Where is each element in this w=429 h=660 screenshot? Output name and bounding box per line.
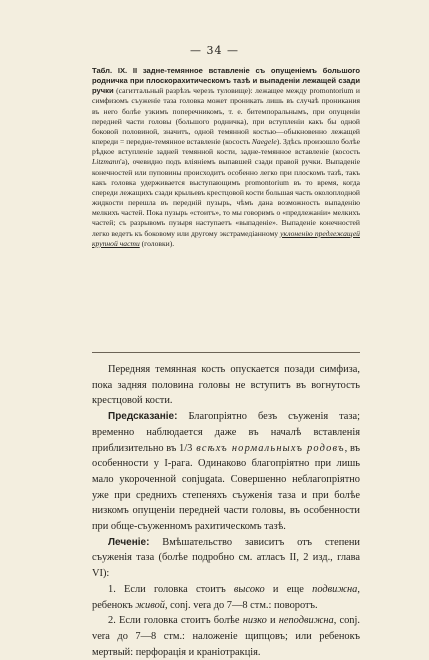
section-divider bbox=[92, 352, 360, 353]
item2-text-b: и bbox=[266, 615, 279, 627]
item1-italic-high: высоко bbox=[233, 583, 265, 595]
prognosis-fraction: 1/3 bbox=[179, 442, 193, 454]
item1-text-d: , conj. vera до 7—8 стм.: поворотъ. bbox=[164, 599, 318, 611]
treatment-text: Вмѣшательство зависитъ отъ степени съуженія таза (болѣе подробно см. атласъ II, 2 изд., глава VI): bbox=[92, 536, 360, 580]
item1-italic-alive: живой bbox=[135, 599, 165, 611]
item2-italic-fixed: неподвижна bbox=[278, 615, 334, 627]
paragraph-1: Передняя темянная кость опускается позади симфиза, пока задняя половина головы не вступитъ въ вогнутость крестцовой кости. bbox=[92, 364, 360, 407]
item1-text-c: , ребенокъ bbox=[92, 583, 360, 611]
item1-text-a: 1. Если головка стоитъ bbox=[108, 583, 234, 595]
item2-text-c: , conj. vera до 7—8 стм.: наложеніе щипцовъ; или ребенокъ мертвый: перфорація и краніотракція. bbox=[92, 615, 360, 658]
prognosis-text-a: Благопріятно безъ съуженія таза; временно наблюдается даже въ началѣ вставленія приблизительно въ bbox=[92, 411, 360, 454]
caption-text-a: (сагиттальный разрѣзъ черезъ туловище): лежащее между promontorium и симфизомъ съуженіе таза головка может проникать лишь въ случаѣ проникания въ него болѣе узкимъ поперечникомъ, т. е. битемпоральнымъ, при опущеніи передней части головы (большого родничка), при вступленіи какъ бы одной боковой половиной, значитъ, одной темянной костью—обыкновенно лежащей кпереди = передне-темянное вставленіе (косость bbox=[92, 86, 360, 147]
caption-name-naegele: Naegele bbox=[251, 137, 277, 147]
item2-italic-low: низко bbox=[242, 615, 267, 627]
body-text bbox=[92, 362, 360, 660]
page-number: — 34 — bbox=[190, 44, 239, 57]
paragraph-treatment bbox=[92, 535, 360, 582]
treatment-label: Леченіе: bbox=[108, 536, 150, 548]
paragraph-item-1 bbox=[92, 582, 360, 613]
paragraph-prognosis bbox=[92, 409, 360, 535]
paragraph-item-2 bbox=[92, 613, 360, 660]
item1-text-b: и еще bbox=[264, 583, 313, 595]
item1-italic-mobile: подвижна bbox=[312, 583, 358, 595]
caption-tail-italic: уклоненію предлежащей крупной части bbox=[92, 228, 360, 248]
prognosis-italic: всѣхъ нормальныхъ родовъ bbox=[192, 442, 345, 454]
prognosis-label: Предсказаніе: bbox=[108, 411, 178, 423]
prognosis-text-b: , въ особенности у I-рага. Одинаково благопріятно при лишь мало укороченной conjugata. Совершенно неблагопріятно уже при среднихъ степеняхъ съуженія таза и при болѣе низкомъ опущеніи передней части головы, въ особенности при обще-съуженномъ рахитическомъ тазѣ. bbox=[92, 442, 361, 533]
figure-caption bbox=[92, 66, 360, 249]
caption-text-c: 'а), очевидно подъ вліяніемъ выпавшей сзади правой ручки. Выпаденіе конечностей или пуповины происходитъ особенно легко при плоскомъ тазѣ, такъ какъ головка удерживается выступающимъ promontorium въ то время, когда спереди лежащихъ сзади крыльевъ крестцовой кости большая часть околоплодной жидкости перешла въ передній пузырь, чѣмъ дана возможность выпаденію мелкихъ частей. Пока пузырь «стоитъ», то мы говоримъ о «предлежаніи» мелкихъ частей; съ разрывомъ пузыря наступаетъ «выпаденіе». Выпаденіе конечностей легко ведетъ къ боковому или другому экстрамедіанному bbox=[92, 157, 361, 238]
caption-lead: Табл. IX. II заднe-темянное вставленіе съ опущеніемъ большого родничка при плоскорахитическомъ тазѣ и выпаденіи лежащей сзади ручки bbox=[92, 66, 360, 96]
caption-text-b: ). Здѣсь произошло болѣе рѣдкое вступленіе задней темянной кости, заднe-темянное вставленіе (косость bbox=[92, 137, 361, 157]
caption-tail-end: (головки). bbox=[139, 238, 175, 248]
item2-text-a: 2. Если головка стоитъ болѣе bbox=[108, 615, 243, 627]
caption-name-litzmann: Litzmann bbox=[92, 157, 121, 167]
